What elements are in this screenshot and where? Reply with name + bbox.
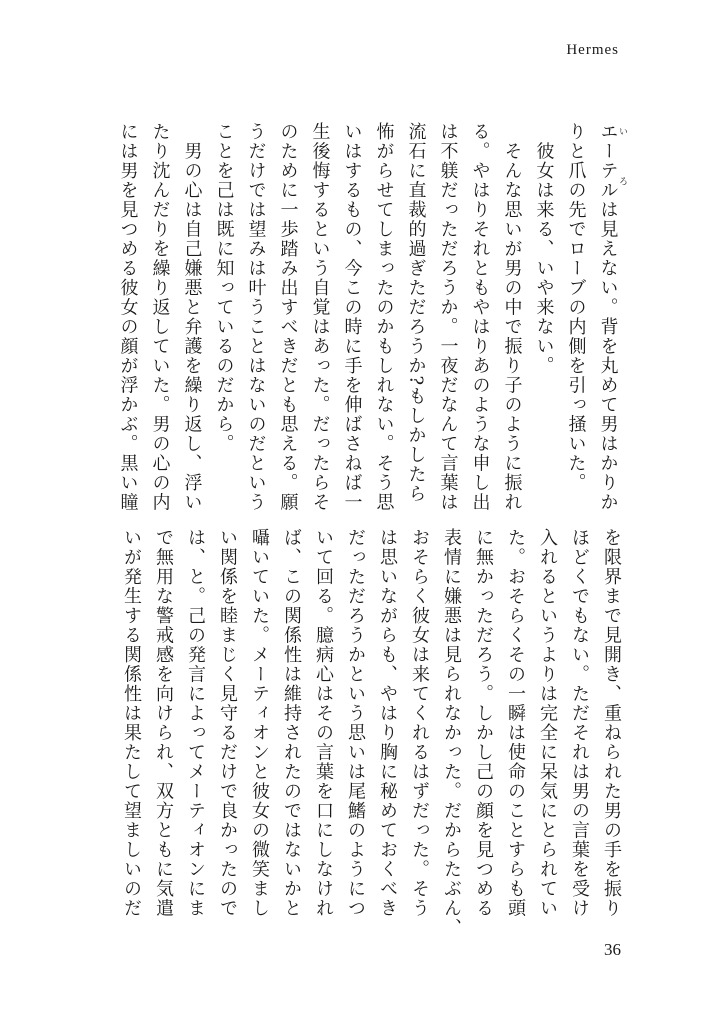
text-line: に無かっただろう。しかし己の顔を見つめる xyxy=(473,528,494,918)
text-line: いはするもの、今この時に手を伸ばさねば一 xyxy=(341,122,363,512)
text-line: ほどくでもない。ただそれは男の言葉を受け xyxy=(569,528,590,918)
running-header: Hermes xyxy=(566,42,619,58)
text-line: ば、この関係性は維持されたのではないかと xyxy=(281,528,302,918)
text-line: には男を見つめる彼女の顔が浮かぶ。黒い瞳 xyxy=(117,122,139,512)
text-line: 入れるというよりは完全に呆気にとられてい xyxy=(537,528,558,918)
text-line: りと爪の先でローブの内側を引っ掻いた。 xyxy=(565,122,587,493)
text-line: 怖がらせてしまったのかもしれない。そう思 xyxy=(373,122,395,512)
text-line: だっただろうかという思いは尾鰭のようにつ xyxy=(345,528,366,918)
text-block-upper xyxy=(112,122,628,512)
text-line: 囁いていた。メーティオンと彼女の微笑まし xyxy=(249,528,270,918)
text-line: ことを己は既に知っているのだから。 xyxy=(213,122,235,454)
text-line: で無用な警戒感を向けられ、双方ともに気遣 xyxy=(153,528,174,918)
text-line: のために一歩踏み出すべきだとも思える。願 xyxy=(277,122,299,512)
text-line: うだけでは望みは叶うことはないのだという xyxy=(245,122,267,512)
text-line: た。おそらくその一瞬は使命のことすらも頭 xyxy=(505,528,526,918)
text-line: 彼女は来る、いや来ない。 xyxy=(533,122,555,376)
text-line: は不躾だっただろうか。一夜だなんて言葉は xyxy=(437,122,459,512)
ruby-reading: い ろ xyxy=(617,122,627,200)
text-line: いが発生する関係性は果たして望ましいのだ xyxy=(121,528,142,918)
text-line: は、と。己の発言によってメーティオンにま xyxy=(185,528,206,918)
text-line xyxy=(592,122,628,512)
text-line: たり沈んだりを繰り返していた。男の心の内 xyxy=(149,122,171,512)
text-line: る。やはりそれともやはりあのような申し出 xyxy=(469,122,491,512)
page-number: 36 xyxy=(604,940,621,959)
text-block-lower xyxy=(115,528,627,938)
text-line: いて回る。臆病心はその言葉を口にしなけれ xyxy=(313,528,334,918)
text-line-content: は見えない。背を丸めて男はかりか xyxy=(597,200,619,512)
text-line: を限界まで見開き、重ねられた男の手を振り xyxy=(601,528,622,918)
text-line: い関係を睦まじく見守るだけで良かったので xyxy=(217,528,238,918)
text-line: は思いながらも、やはり胸に秘めておくべき xyxy=(377,528,398,918)
text-line: そんな思いが男の中で振り子のように振れ xyxy=(501,122,523,512)
text-line: おそらく彼女は来てくれるはずだった。そう xyxy=(409,528,430,918)
text-line: 表情に嫌悪は見られなかった。だからたぶん、 xyxy=(441,528,462,938)
text-line: 生後悔するという自覚はあった。だったらそ xyxy=(309,122,331,512)
text-line: 流石に直裁的過ぎただろうか?もしかしたら xyxy=(405,122,427,504)
ruby-word xyxy=(597,122,627,200)
ruby-base: エーテル xyxy=(597,122,619,200)
text-line: 男の心は自己嫌悪と弁護を繰り返し、浮い xyxy=(181,122,203,512)
